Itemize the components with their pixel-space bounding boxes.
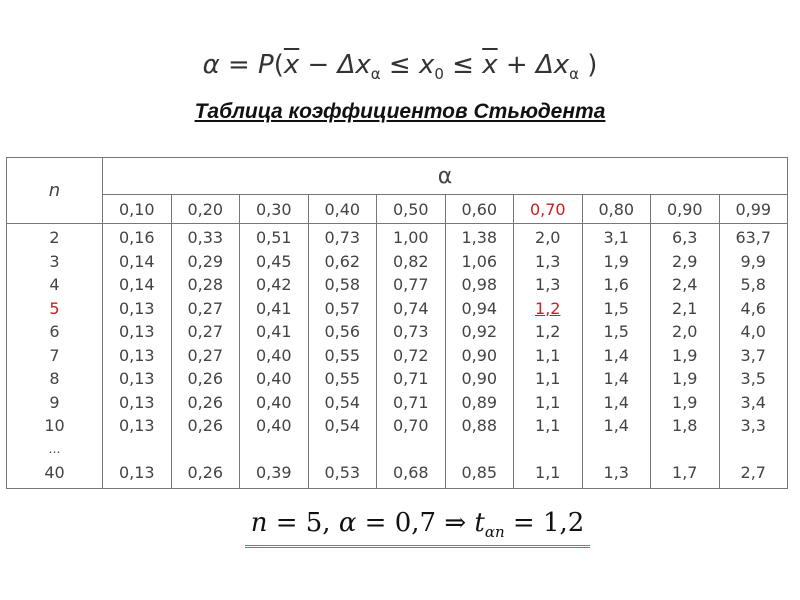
coefficient-cell: 0,72 bbox=[392, 345, 429, 365]
coefficient-cell: 0,33 bbox=[187, 228, 224, 247]
coefficient-cell bbox=[446, 438, 514, 462]
coefficient-cell: 0,41 bbox=[255, 298, 292, 318]
coefficient-cell: 0,51 bbox=[255, 228, 292, 247]
coefficient-cell: 0,27 bbox=[187, 345, 224, 365]
coefficient-cell: 1,6 bbox=[603, 275, 629, 294]
coefficient-cell: 1,7 bbox=[672, 463, 698, 482]
alpha-value-cell: 0,60 bbox=[445, 195, 514, 224]
example-n: n bbox=[250, 508, 268, 538]
example-alpha: α bbox=[338, 508, 357, 538]
coefficient-cell: 2,4 bbox=[672, 275, 698, 294]
coefficient-cell: 1,4 bbox=[603, 392, 629, 412]
coefficient-cell: 1,38 bbox=[461, 228, 498, 247]
confidence-formula bbox=[0, 50, 800, 83]
coefficient-cell: 6,3 bbox=[672, 228, 698, 247]
alpha-symbol: α bbox=[202, 50, 220, 80]
n-column bbox=[7, 224, 103, 489]
coefficient-cell: 0,90 bbox=[461, 369, 498, 388]
coefficient-cell: 0,77 bbox=[392, 275, 429, 294]
coefficient-column bbox=[240, 224, 309, 489]
n-value: 40 bbox=[44, 463, 65, 482]
coefficient-cell: 0,90 bbox=[461, 345, 498, 365]
coefficient-column bbox=[445, 224, 514, 489]
implies-arrow-icon: ⇒ bbox=[444, 508, 467, 538]
coefficient-cell bbox=[103, 438, 171, 462]
coefficient-cell: 0,41 bbox=[255, 322, 292, 341]
coefficient-cell: 0,13 bbox=[118, 416, 155, 435]
coefficient-cell: 0,27 bbox=[187, 322, 224, 341]
formula-sub-alpha-2: α bbox=[569, 65, 580, 84]
coefficient-cell: 1,3 bbox=[535, 251, 561, 271]
student-coefficients-table bbox=[6, 157, 788, 489]
coefficient-cell: 1,2 bbox=[535, 298, 561, 318]
coefficient-column bbox=[651, 224, 720, 489]
formula-sub-0: 0 bbox=[434, 65, 444, 84]
alpha-values-row bbox=[7, 195, 788, 224]
n-value: 5 bbox=[49, 298, 60, 318]
coefficient-cell: 1,9 bbox=[672, 392, 698, 412]
coefficient-cell: 2,9 bbox=[672, 251, 698, 271]
coefficient-cell: 0,40 bbox=[255, 369, 292, 388]
coefficient-cell: 3,5 bbox=[740, 369, 766, 388]
coefficient-cell: 0,62 bbox=[324, 251, 361, 271]
alpha-value-cell: 0,99 bbox=[719, 195, 788, 224]
coefficient-column bbox=[582, 224, 651, 489]
coefficient-cell: 1,4 bbox=[603, 369, 629, 388]
alpha-header: α bbox=[103, 158, 788, 195]
formula-le-1: ≤ x bbox=[380, 50, 435, 80]
coefficient-cell: 1,2 bbox=[535, 322, 561, 341]
table-header-row bbox=[7, 158, 788, 195]
formula-close: ) bbox=[579, 50, 598, 80]
coefficient-cell: 1,9 bbox=[603, 251, 629, 271]
coefficient-cell: 0,13 bbox=[118, 345, 155, 365]
n-value: 3 bbox=[49, 251, 60, 271]
n-value: 4 bbox=[49, 275, 60, 294]
coefficient-cell: 0,53 bbox=[324, 463, 361, 482]
coefficient-cell: 0,45 bbox=[255, 251, 292, 271]
formula-xbar-1: $\overline{x}$ bbox=[283, 50, 300, 80]
coefficient-cell: 1,9 bbox=[672, 345, 698, 365]
coefficient-cell: 0,26 bbox=[187, 392, 224, 412]
example-eq-1: = 5, bbox=[267, 508, 339, 538]
coefficient-cell: 0,73 bbox=[324, 228, 361, 247]
coefficient-cell: 0,42 bbox=[255, 275, 292, 294]
alpha-value-cell: 0,30 bbox=[240, 195, 309, 224]
coefficient-cell: 4,6 bbox=[740, 298, 766, 318]
coefficient-cell: 1,4 bbox=[603, 345, 629, 365]
coefficient-cell: 0,74 bbox=[392, 298, 429, 318]
coefficient-cell: 63,7 bbox=[735, 228, 772, 247]
coefficient-cell: 0,73 bbox=[392, 322, 429, 341]
coefficient-cell bbox=[720, 438, 788, 462]
coefficient-cell: 0,27 bbox=[187, 298, 224, 318]
coefficient-cell: 1,5 bbox=[603, 322, 629, 341]
example-t: t bbox=[466, 508, 485, 538]
coefficient-column bbox=[514, 224, 583, 489]
coefficient-cell: 0,29 bbox=[187, 251, 224, 271]
coefficient-column bbox=[103, 224, 172, 489]
coefficient-cell: 0,40 bbox=[255, 416, 292, 435]
coefficient-cell: 1,4 bbox=[603, 416, 629, 435]
coefficient-cell: 1,1 bbox=[535, 392, 561, 412]
formula-sub-alpha-1: α bbox=[370, 65, 381, 84]
coefficient-cell bbox=[377, 438, 445, 462]
coefficient-cell: 0,56 bbox=[324, 322, 361, 341]
coefficient-cell: 4,0 bbox=[740, 322, 766, 341]
n-value: 9 bbox=[49, 392, 60, 412]
coefficient-cell: 0,28 bbox=[187, 275, 224, 294]
example-formula bbox=[245, 508, 590, 548]
values-row bbox=[7, 224, 788, 489]
coefficient-cell bbox=[514, 438, 582, 462]
coefficient-cell: 1,1 bbox=[535, 345, 561, 365]
coefficient-cell: 1,1 bbox=[535, 416, 561, 435]
n-value: … bbox=[48, 441, 61, 456]
coefficient-cell: 1,1 bbox=[535, 369, 561, 388]
coefficient-cell: 0,54 bbox=[324, 416, 361, 435]
coefficient-cell: 0,85 bbox=[461, 463, 498, 482]
coefficient-cell: 0,13 bbox=[118, 298, 155, 318]
coefficient-cell: 0,40 bbox=[255, 392, 292, 412]
coefficient-column bbox=[171, 224, 240, 489]
coefficient-cell: 0,89 bbox=[461, 392, 498, 412]
coefficient-cell: 0,14 bbox=[118, 251, 155, 271]
formula-p: P bbox=[258, 50, 274, 80]
coefficient-cell: 9,9 bbox=[740, 251, 766, 271]
page-title: Таблица коэффициентов Стьюдента bbox=[194, 100, 606, 123]
coefficient-cell: 2,1 bbox=[672, 298, 698, 318]
coefficient-cell: 3,4 bbox=[740, 392, 766, 412]
coefficient-cell: 2,0 bbox=[535, 228, 561, 247]
coefficient-cell: 0,92 bbox=[461, 322, 498, 341]
coefficient-cell: 1,3 bbox=[603, 463, 629, 482]
coefficient-cell: 0,13 bbox=[118, 392, 155, 412]
coefficient-cell: 1,00 bbox=[392, 228, 429, 247]
formula-minus: − Δx bbox=[299, 50, 371, 80]
coefficient-cell: 0,71 bbox=[392, 392, 429, 412]
coefficient-cell: 0,39 bbox=[255, 463, 292, 482]
coefficient-cell: 0,26 bbox=[187, 369, 224, 388]
coefficient-cell: 0,88 bbox=[461, 416, 498, 435]
coefficient-cell: 0,26 bbox=[187, 463, 224, 482]
coefficient-cell: 3,7 bbox=[740, 345, 766, 365]
coefficient-cell: 0,94 bbox=[461, 298, 498, 318]
coefficient-cell: 0,70 bbox=[392, 416, 429, 435]
coefficient-cell: 0,68 bbox=[392, 463, 429, 482]
coefficient-cell: 0,54 bbox=[324, 392, 361, 412]
coefficient-cell: 0,55 bbox=[324, 369, 361, 388]
formula-eq: = bbox=[219, 50, 259, 80]
coefficient-cell: 0,98 bbox=[461, 275, 498, 294]
alpha-value-cell: 0,70 bbox=[514, 195, 583, 224]
formula-plus: + Δx bbox=[497, 50, 570, 80]
coefficient-cell: 1,06 bbox=[461, 251, 498, 271]
coefficient-column bbox=[377, 224, 446, 489]
coefficient-cell bbox=[651, 438, 719, 462]
alpha-value-cell: 0,40 bbox=[308, 195, 377, 224]
coefficient-cell: 0,55 bbox=[324, 345, 361, 365]
coefficient-column bbox=[719, 224, 788, 489]
coefficient-cell: 0,13 bbox=[118, 369, 155, 388]
coefficient-column bbox=[308, 224, 377, 489]
coefficient-cell: 2,0 bbox=[672, 322, 698, 341]
coefficient-cell: 0,71 bbox=[392, 369, 429, 388]
n-value: 2 bbox=[49, 228, 60, 247]
coefficient-cell bbox=[583, 438, 651, 462]
coefficient-cell bbox=[172, 438, 240, 462]
n-value: 8 bbox=[49, 369, 60, 388]
formula-xbar-2: $\overline{x}$ bbox=[482, 50, 498, 80]
coefficient-cell: 1,1 bbox=[535, 463, 561, 482]
coefficient-cell: 1,8 bbox=[672, 416, 698, 435]
example-eq-3: = 1,2 bbox=[504, 508, 585, 538]
coefficient-cell: 0,13 bbox=[118, 463, 155, 482]
coefficient-cell: 0,26 bbox=[187, 416, 224, 435]
formula-open: ( bbox=[273, 50, 284, 80]
coefficient-cell: 0,40 bbox=[255, 345, 292, 365]
coefficient-cell: 2,7 bbox=[740, 463, 766, 482]
coefficient-cell: 1,9 bbox=[672, 369, 698, 388]
alpha-value-cell: 0,10 bbox=[103, 195, 172, 224]
coefficient-cell: 0,16 bbox=[118, 228, 155, 247]
n-value: 6 bbox=[49, 322, 60, 341]
coefficient-cell: 1,3 bbox=[535, 275, 561, 294]
alpha-value-cell: 0,50 bbox=[377, 195, 446, 224]
n-value: 10 bbox=[44, 416, 65, 435]
alpha-value-cell: 0,90 bbox=[651, 195, 720, 224]
coefficient-cell: 0,14 bbox=[118, 275, 155, 294]
coefficient-cell bbox=[309, 438, 377, 462]
coefficient-cell: 5,8 bbox=[740, 275, 766, 294]
n-header: n bbox=[7, 158, 103, 224]
coefficient-cell: 0,58 bbox=[324, 275, 361, 294]
formula-le-2: ≤ bbox=[443, 50, 483, 80]
coefficient-cell: 0,82 bbox=[392, 251, 429, 271]
coefficient-cell: 0,57 bbox=[324, 298, 361, 318]
alpha-value-cell: 0,20 bbox=[171, 195, 240, 224]
n-value: 7 bbox=[49, 345, 60, 365]
coefficient-cell: 3,3 bbox=[740, 416, 766, 435]
example-t-subscript: αn bbox=[484, 523, 505, 542]
example-eq-2: = 0,7 bbox=[356, 508, 445, 538]
coefficient-cell: 3,1 bbox=[603, 228, 629, 247]
coefficient-cell: 0,13 bbox=[118, 322, 155, 341]
alpha-value-cell: 0,80 bbox=[582, 195, 651, 224]
coefficient-cell bbox=[240, 438, 308, 462]
coefficient-cell: 1,5 bbox=[603, 298, 629, 318]
